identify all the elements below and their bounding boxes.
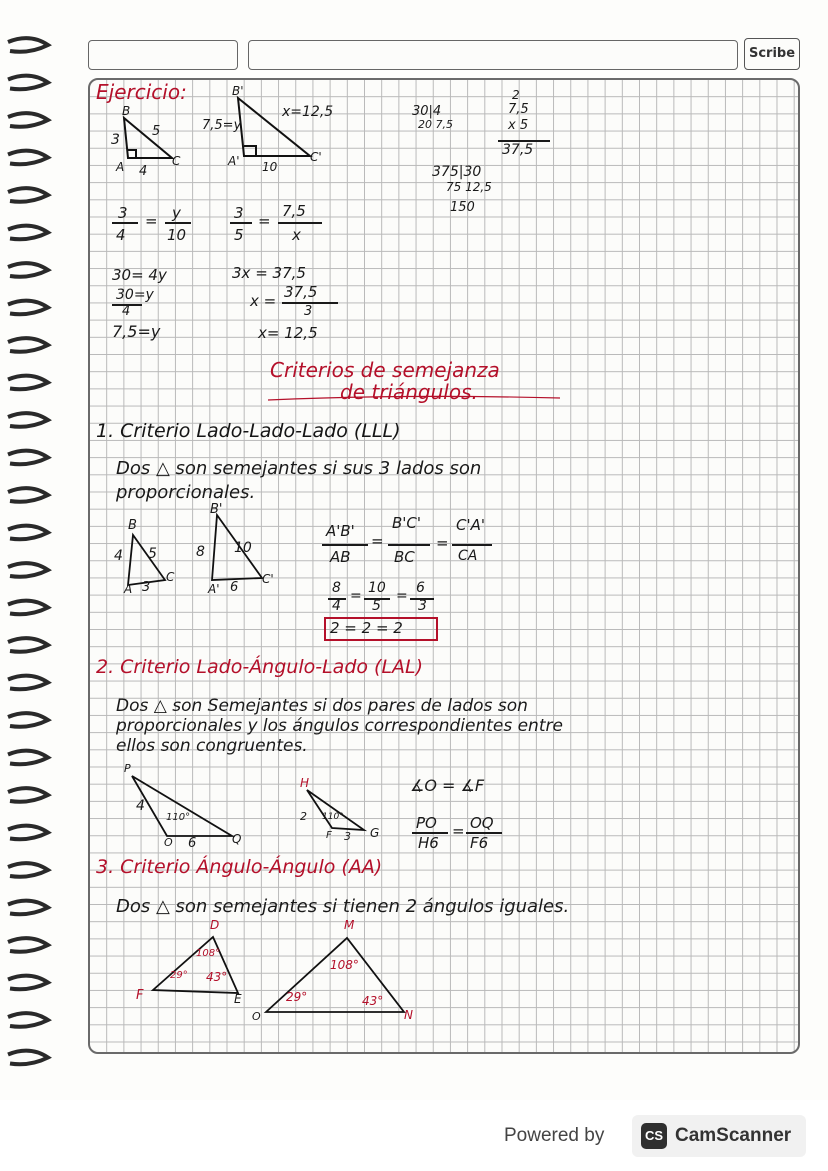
criterion-2-text-line-3: ellos son congruentes. — [116, 736, 308, 756]
prop-1-eq: = — [145, 212, 158, 230]
lal-triangle-right — [307, 790, 364, 830]
small-tri-label-a: A — [116, 160, 125, 174]
aa-left-vertex-f: F — [136, 988, 144, 1003]
solve-y-step-1: 30= 4y — [112, 266, 167, 284]
solve-y-step-2-den: 4 — [122, 304, 131, 319]
small-tri-side-ab: 3 — [111, 132, 120, 148]
aa-left-vertex-e: E — [234, 992, 242, 1006]
solve-y-step-3: 7,5=y — [112, 322, 161, 341]
lal-right-vertex-h: H — [300, 776, 310, 790]
scratch-mult-line-3: x 5 — [508, 118, 529, 133]
lal-ratio-den-1: H6 — [418, 834, 439, 852]
aa-right-vertex-o: O — [252, 1010, 261, 1023]
aa-right-angle-right: 43° — [362, 994, 384, 1008]
aa-left-vertex-d: D — [210, 918, 220, 932]
prop-1-num-a: 3 — [118, 204, 128, 222]
aa-right-vertex-m: M — [344, 918, 355, 932]
large-tri-side-bc: x=12,5 — [282, 104, 334, 120]
prop-2-eq: = — [258, 212, 271, 230]
lll-small-side-bottom: 3 — [142, 580, 151, 595]
lll-values-den-1: 4 — [332, 598, 341, 614]
lal-right-side: 2 — [300, 810, 307, 823]
lll-small-vertex-c: C — [166, 570, 175, 584]
camscanner-logo-icon: CS — [641, 1123, 667, 1149]
lal-right-base: 3 — [344, 830, 351, 843]
lll-ratio-eq-1: = — [371, 532, 384, 550]
camscanner-name: CamScanner — [675, 1125, 792, 1146]
prop-1-den-a: 4 — [116, 226, 126, 244]
lll-ratio-den-3: CA — [458, 548, 478, 564]
section-title-line-2: de triángulos. — [340, 380, 478, 404]
scratch-division-2b: 75 12,5 — [446, 180, 492, 194]
lll-small-vertex-a: A — [124, 582, 133, 596]
scratch-division-1b: 20 7,5 — [418, 118, 453, 131]
solve-x-step-3: x= 12,5 — [258, 324, 318, 342]
small-tri-label-c: C — [172, 154, 181, 168]
solve-x-step-2-den: 3 — [304, 304, 313, 319]
large-tri-label-c: C' — [310, 150, 322, 164]
lll-ratio-num-1: A'B' — [326, 522, 355, 540]
criterion-3-title: 3. Criterio Ángulo-Ángulo (AA) — [96, 856, 383, 878]
lal-left-angle: 110° — [166, 812, 191, 823]
lll-small-side-left: 4 — [114, 548, 123, 564]
criterion-1-title: 1. Criterio Lado-Lado-Lado (LLL) — [96, 420, 401, 442]
lal-ratio-num-2: OQ — [470, 814, 494, 832]
lll-ratio-den-2: BC — [394, 548, 415, 566]
lll-large-vertex-c: C' — [262, 572, 274, 586]
aa-triangle-left — [153, 937, 238, 993]
aa-left-angle-right: 43° — [206, 970, 228, 984]
aa-right-angle-left: 29° — [286, 990, 308, 1004]
exercise-triangle-small — [124, 118, 172, 158]
lll-ratio-eq-2: = — [436, 534, 449, 552]
small-tri-side-ac: 4 — [139, 164, 148, 179]
prop-2-num-b: 7,5 — [282, 202, 306, 220]
lll-large-side-right: 10 — [234, 540, 252, 556]
lal-left-vertex-o: O — [164, 836, 173, 849]
prop-1-num-b: y — [172, 204, 181, 222]
solve-x-step-2-lhs: x = — [250, 292, 277, 310]
lal-angle-equality: ∡O = ∡F — [410, 776, 485, 795]
lll-large-vertex-b: B' — [210, 502, 223, 517]
aa-right-vertex-n: N — [404, 1008, 413, 1022]
lll-small-vertex-b: B — [128, 518, 137, 533]
prop-1-den-b: 10 — [167, 226, 187, 244]
criterion-2-text-line-1: Dos △ son Semejantes si dos pares de lados son — [116, 696, 528, 716]
lal-right-vertex-f: F — [326, 830, 332, 841]
lll-ratio-den-1: AB — [330, 548, 351, 566]
aa-left-angle-top: 108° — [196, 948, 221, 959]
criterion-2-text-line-2: proporcionales y los ángulos correspondientes entre — [116, 716, 563, 736]
criterion-3-text: Dos △ son semejantes si tienen 2 ángulos iguales. — [116, 896, 570, 917]
lll-boxed-result: 2 = 2 = 2 — [330, 619, 403, 637]
large-tri-label-a: A' — [228, 154, 240, 168]
solve-x-step-1: 3x = 37,5 — [232, 264, 306, 282]
lal-left-vertex-q: Q — [232, 832, 242, 846]
solve-x-step-2-num: 37,5 — [284, 283, 318, 301]
section-title-line-1: Criterios de semejanza — [270, 358, 500, 382]
prop-2-den-a: 5 — [234, 226, 244, 244]
lll-ratio-num-2: B'C' — [392, 514, 422, 532]
exercise-title: Ejercicio: — [96, 80, 187, 104]
lal-left-base: 6 — [188, 836, 197, 851]
small-tri-side-bc: 5 — [152, 124, 161, 139]
powered-by-text: Powered by — [504, 1125, 605, 1146]
lal-left-vertex-p: P — [124, 762, 131, 775]
lal-triangle-left — [132, 776, 232, 836]
prop-2-den-b: x — [292, 226, 301, 244]
lll-large-side-bottom: 6 — [230, 580, 239, 595]
scratch-mult-line-1: 2 — [512, 88, 520, 102]
large-tri-side-ac: 10 — [262, 160, 278, 174]
lll-small-side-right: 5 — [148, 546, 157, 562]
lll-values-num-1: 8 — [332, 580, 341, 596]
notebook-brand-label: Scribe — [744, 38, 800, 70]
lll-values-eq-2: = — [396, 588, 408, 604]
lll-values-num-3: 6 — [416, 580, 425, 596]
scratch-division-2: 375|30 — [432, 164, 482, 180]
scratch-division-2c: 150 — [450, 200, 475, 215]
lll-triangle-small — [128, 535, 165, 585]
scratch-division-1: 30|4 — [412, 104, 442, 119]
small-tri-label-b: B — [122, 104, 131, 118]
large-tri-label-b: B' — [232, 84, 244, 98]
aa-left-angle-left: 29° — [170, 970, 188, 981]
solve-y-step-2: 30=y — [116, 287, 154, 303]
criterion-1-text-line-1: Dos △ son semejantes si sus 3 lados son — [116, 458, 482, 479]
scratch-mult-result: 37,5 — [502, 142, 534, 158]
criterion-1-text-line-2: proporcionales. — [116, 482, 256, 503]
lal-ratio-den-2: F6 — [470, 834, 489, 852]
aa-right-angle-top: 108° — [330, 958, 359, 972]
large-tri-side-ab: 7,5=y — [202, 118, 242, 133]
lll-values-den-2: 5 — [372, 598, 381, 614]
criterion-2-title: 2. Criterio Lado-Ángulo-Lado (LAL) — [96, 656, 424, 678]
lal-ratio-num-1: PO — [416, 814, 437, 832]
lal-right-angle: 110° — [322, 812, 344, 822]
prop-2-num-a: 3 — [234, 204, 244, 222]
lal-left-side: 4 — [136, 798, 145, 814]
lal-right-vertex-g: G — [370, 826, 380, 840]
lal-ratio-eq: = — [452, 822, 465, 840]
lll-ratio-num-3: C'A' — [456, 516, 485, 534]
scratch-mult-line-2: 7,5 — [508, 102, 529, 117]
lll-values-num-2: 10 — [368, 580, 386, 596]
lll-values-eq-1: = — [350, 588, 362, 604]
lll-large-vertex-a: A' — [208, 582, 220, 596]
lll-values-den-3: 3 — [418, 598, 427, 614]
lll-large-side-left: 8 — [196, 544, 205, 560]
